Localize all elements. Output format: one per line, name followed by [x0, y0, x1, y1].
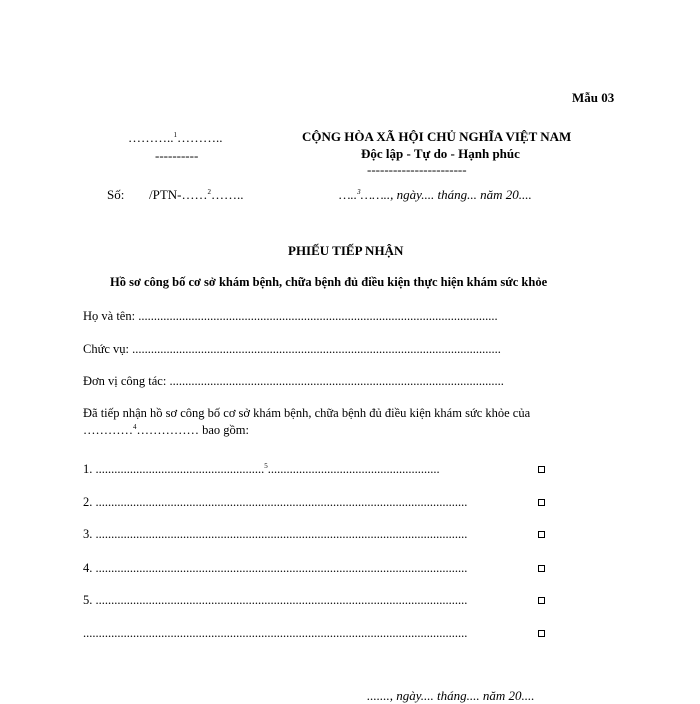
item-dots: ....................................................................................................................... — [95, 593, 468, 607]
item-number: 5. — [83, 593, 96, 607]
doc-number-tail: …….. — [211, 187, 244, 202]
list-item — [83, 561, 467, 576]
list-item — [83, 462, 440, 477]
doc-date — [339, 187, 532, 203]
received-includes: …………… bao gồm: — [136, 423, 249, 437]
doc-date-text: …….., ngày.... tháng... năm 20.... — [360, 187, 532, 202]
footnote-2: 2 — [207, 188, 211, 196]
item-dots: ....................................................................................................................... — [95, 527, 468, 541]
org-left: ……….. — [128, 130, 174, 145]
list-item — [83, 626, 467, 641]
item-number: 3. — [83, 527, 96, 541]
checkbox[interactable] — [538, 466, 545, 473]
checkbox[interactable] — [538, 565, 545, 572]
item-dots: ...................................................... — [95, 462, 265, 476]
org-name-line — [128, 130, 223, 146]
list-item — [83, 495, 467, 510]
republic-motto: Độc lập - Tự do - Hạnh phúc — [361, 146, 520, 161]
footnote-5: 5 — [264, 462, 268, 470]
item-dots: ........................................................................................................................... — [83, 626, 468, 640]
item-number: 2. — [83, 495, 96, 509]
received-submitter: ………… — [83, 423, 133, 437]
list-item — [83, 527, 467, 542]
doc-number-code — [149, 187, 244, 203]
item-dots: ....................................................... — [267, 462, 440, 476]
checkbox[interactable] — [538, 531, 545, 538]
checkbox[interactable] — [538, 499, 545, 506]
footnote-1: 1 — [173, 131, 177, 139]
item-dots: ....................................................................................................................... — [95, 495, 468, 509]
checkbox[interactable] — [538, 597, 545, 604]
item-number: 1. — [83, 462, 96, 476]
republic-dashes: ----------------------- — [367, 162, 467, 177]
org-dashes: ---------- — [155, 148, 199, 163]
footer-date: ......., ngày.... tháng.... năm 20.... — [367, 688, 535, 703]
footnote-4: 4 — [133, 423, 137, 431]
republic-title: CỘNG HÒA XÃ HỘI CHỦ NGHĨA VIỆT NAM — [302, 129, 572, 144]
footnote-3: 3 — [357, 188, 361, 196]
document-subtitle: Hồ sơ công bố cơ sở khám bệnh, chữa bệnh đủ điều kiện thực hiện khám sức khỏe — [110, 275, 548, 289]
org-right: ……….. — [177, 130, 223, 145]
doc-date-place: ….. — [339, 187, 358, 202]
document-title: PHIẾU TIẾP NHẬN — [288, 243, 404, 258]
doc-number-label: Số: — [107, 187, 125, 202]
item-dots: ....................................................................................................................... — [95, 561, 468, 575]
name-field: Họ và tên: ................................................................................................................... — [83, 309, 498, 323]
doc-number-prefix: /PTN-…… — [149, 187, 208, 202]
list-item — [83, 593, 467, 608]
received-text-continued — [83, 423, 249, 438]
received-text: Đã tiếp nhận hồ sơ công bố cơ sở khám bệnh, chữa bệnh đủ điều kiện khám sức khỏe của — [83, 406, 531, 420]
unit-field: Đơn vị công tác: ........................................................................................................... — [83, 374, 504, 388]
position-field: Chức vụ: ...................................................................................................................... — [83, 342, 501, 356]
form-code: Mẫu 03 — [572, 90, 615, 105]
checkbox[interactable] — [538, 630, 545, 637]
item-number: 4. — [83, 561, 96, 575]
